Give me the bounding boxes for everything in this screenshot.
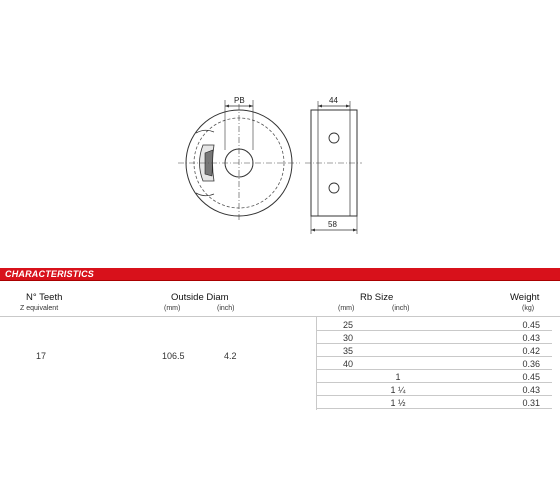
header-outside-diam: Outside Diam <box>171 292 229 303</box>
header-teeth-sub: Z equivalent <box>20 305 59 312</box>
row-5-weight: 0.45 <box>522 372 540 382</box>
header-rb-mm: (mm) <box>338 305 355 312</box>
row-1-rb-mm: 25 <box>342 320 353 330</box>
row-3-weight: 0.42 <box>522 346 540 356</box>
pb-label: PB <box>234 96 245 105</box>
dim-44-label: 44 <box>329 96 338 105</box>
row-divider <box>316 330 552 331</box>
row-6-weight: 0.43 <box>522 385 540 395</box>
header-teeth: N° Teeth <box>26 292 63 303</box>
characteristics-banner: CHARACTERISTICS <box>0 268 560 281</box>
row-2-weight: 0.43 <box>522 333 540 343</box>
front-view <box>178 100 300 222</box>
row-divider <box>316 369 552 370</box>
row-3-rb-mm: 35 <box>342 346 353 356</box>
row-divider <box>316 343 552 344</box>
header-divider <box>0 316 560 317</box>
row-2-rb-mm: 30 <box>342 333 353 343</box>
side-view <box>305 101 362 234</box>
row-divider <box>316 408 552 409</box>
header-rb-size: Rb Size <box>360 292 394 303</box>
row-divider <box>316 382 552 383</box>
dim-58-label: 58 <box>328 220 337 229</box>
row-divider <box>316 395 552 396</box>
row-1-weight: 0.45 <box>522 320 540 330</box>
row-5-rb-inch: 1 <box>395 372 401 382</box>
row-4-rb-mm: 40 <box>342 359 353 369</box>
header-od-inch: (inch) <box>217 305 235 312</box>
teeth-value: 17 <box>36 351 47 361</box>
header-rb-inch: (inch) <box>392 305 410 312</box>
header-weight-unit: (kg) <box>522 305 535 312</box>
row-7-weight: 0.31 <box>522 398 540 408</box>
od-mm-value: 106.5 <box>162 351 185 361</box>
row-7-rb-inch: 1 ½ <box>390 398 406 408</box>
header-weight: Weight <box>510 292 540 303</box>
row-6-rb-inch: 1 ¼ <box>390 385 406 395</box>
row-divider <box>316 356 552 357</box>
row-4-weight: 0.36 <box>522 359 540 369</box>
od-inch-value: 4.2 <box>224 351 237 361</box>
header-od-mm: (mm) <box>164 305 181 312</box>
